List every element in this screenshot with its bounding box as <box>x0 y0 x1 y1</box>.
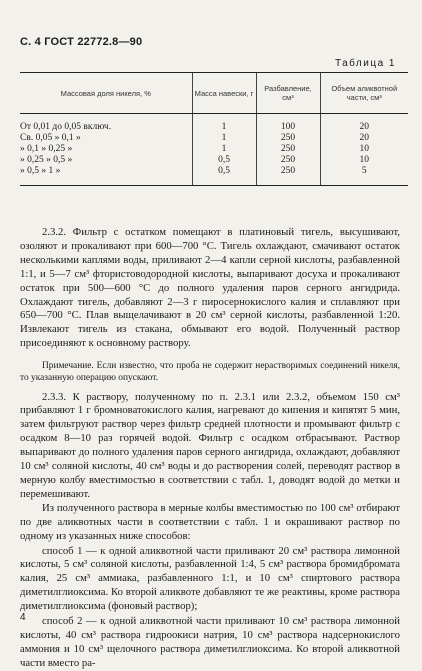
cell-range: Св. 0,05 » 0,1 » <box>20 133 81 143</box>
cell-dilution: 250 <box>256 166 320 186</box>
cell-aliquot: 10 <box>320 144 408 155</box>
page-number: 4 <box>20 612 26 623</box>
paragraph-2-3-2: 2.3.2. Фильтр с остатком помещают в платиновый тигель, высушивают, озоляют и прокаливают при 600—700 °С. Тигель охлаждают, смачивают остаток несколькими каплями воды, приливают 2—4 капли серной кислоты, разбавленной 1:1, и 5—7 см³ фтористоводородной кислоты, выпаривают досуха и прокаливают остаток при 500—600 °С до полного удаления паров серного ангидрида. Охлаждают тигель, добавляют 2—3 г пиросернокислого калия и сплавляют при 650—700 °С. Плав выщелачивают в 20 см³ серной кислоты, разбавленной 1:20. Извлекают тигель из стакана, обмывают его водой. Полученный раствор присоединяют к основному раствору. <box>20 226 400 350</box>
paragraph-2-3-3: 2.3.3. К раствору, полученному по п. 2.3.1 или 2.3.2, объемом 150 см³ прибавляют 1 г бромноватокислого калия, нагревают до кипения и кипятят 5 мин, затем фильтруют раствор через фильтр средней плотности и промывают фильтр с осадком 8—10 раз горячей водой. Фильтр с осадком отбрасывают. Раствор выпаривают до полного удаления паров серного ангидрида, охлаждают, добавляют 10 см³ соляной кислоты, 40 см³ воды и до растворения солей, переводят раствор в мерную колбу вместимостью в соответствии с табл. 1, доводят водой до метки и перемешивают. <box>20 390 400 500</box>
cell-mass: 0,5 <box>192 166 256 186</box>
cell-mass: 1 <box>192 144 256 155</box>
cell-aliquot: 5 <box>320 166 408 186</box>
running-head: С. 4 ГОСТ 22772.8—90 <box>20 36 143 48</box>
body-text <box>20 226 400 671</box>
col-header-sample-mass: Масса навески, г <box>192 73 256 114</box>
cell-aliquot: 20 <box>320 133 408 144</box>
paragraph-method-2: способ 2 — к одной аликвотной части приливают 10 см³ раствора лимонной кислоты, 40 см³ раствора гидроокиси натрия, 10 см³ раствора надсернокислого аммония и 10 см³ щелочного раствора диметилглиоксима. Ко второй аликвотной части вместо ра- <box>20 615 400 669</box>
cell-range: » 0,1 » 0,25 » <box>20 144 73 154</box>
cell-aliquot: 10 <box>320 155 408 166</box>
col-header-dilution: Разбавление, см³ <box>256 73 320 114</box>
table-row <box>20 166 408 186</box>
cell-dilution: 100 <box>256 114 320 134</box>
paragraph-aliquots: Из полученного раствора в мерные колбы вместимостью по 100 см³ отбирают по две аликвотных части в соответствии с табл. 1 и окрашивают раствор по одному из указанных ниже способов: <box>20 501 400 542</box>
data-table <box>20 72 408 186</box>
table-header-row <box>20 73 408 114</box>
table-row <box>20 133 408 144</box>
table-row <box>20 114 408 134</box>
cell-aliquot: 20 <box>320 114 408 134</box>
cell-dilution: 250 <box>256 133 320 144</box>
table-caption: Таблица 1 <box>334 58 396 69</box>
cell-range: От 0,01 до 0,05 включ. <box>20 122 112 132</box>
col-header-aliquot-volume: Объем аликвотной части, см³ <box>320 73 408 114</box>
table-row <box>20 144 408 155</box>
cell-dilution: 250 <box>256 144 320 155</box>
cell-range: » 0,5 » 1 » <box>20 166 192 186</box>
note-paragraph: Примечание. Если известно, что проба не содержит нерастворимых соединений никеля, то указанную операцию опускают. <box>20 361 400 384</box>
paragraph-method-1: способ 1 — к одной аликвотной части приливают 20 см³ раствора лимонной кислоты, 5 см³ соляной кислоты, разбавленной 1:4, 5 см³ раствора бромидброматa калия, 25 см³ аммиака, разбавленного 1:1, и 10 см³ спиртового раствора диметилглиоксима. Ко второй аликвоте добавляют те же реактивы, кроме раствора диметилглиоксима (фоновый раствор); <box>20 544 400 613</box>
col-header-nickel-fraction: Массовая доля никеля, % <box>20 73 192 114</box>
cell-mass: 1 <box>192 133 256 144</box>
cell-mass: 0,5 <box>192 155 256 166</box>
cell-range: » 0,25 » 0,5 » <box>20 155 73 165</box>
cell-dilution: 250 <box>256 155 320 166</box>
table-row <box>20 155 408 166</box>
cell-mass: 1 <box>192 114 256 134</box>
